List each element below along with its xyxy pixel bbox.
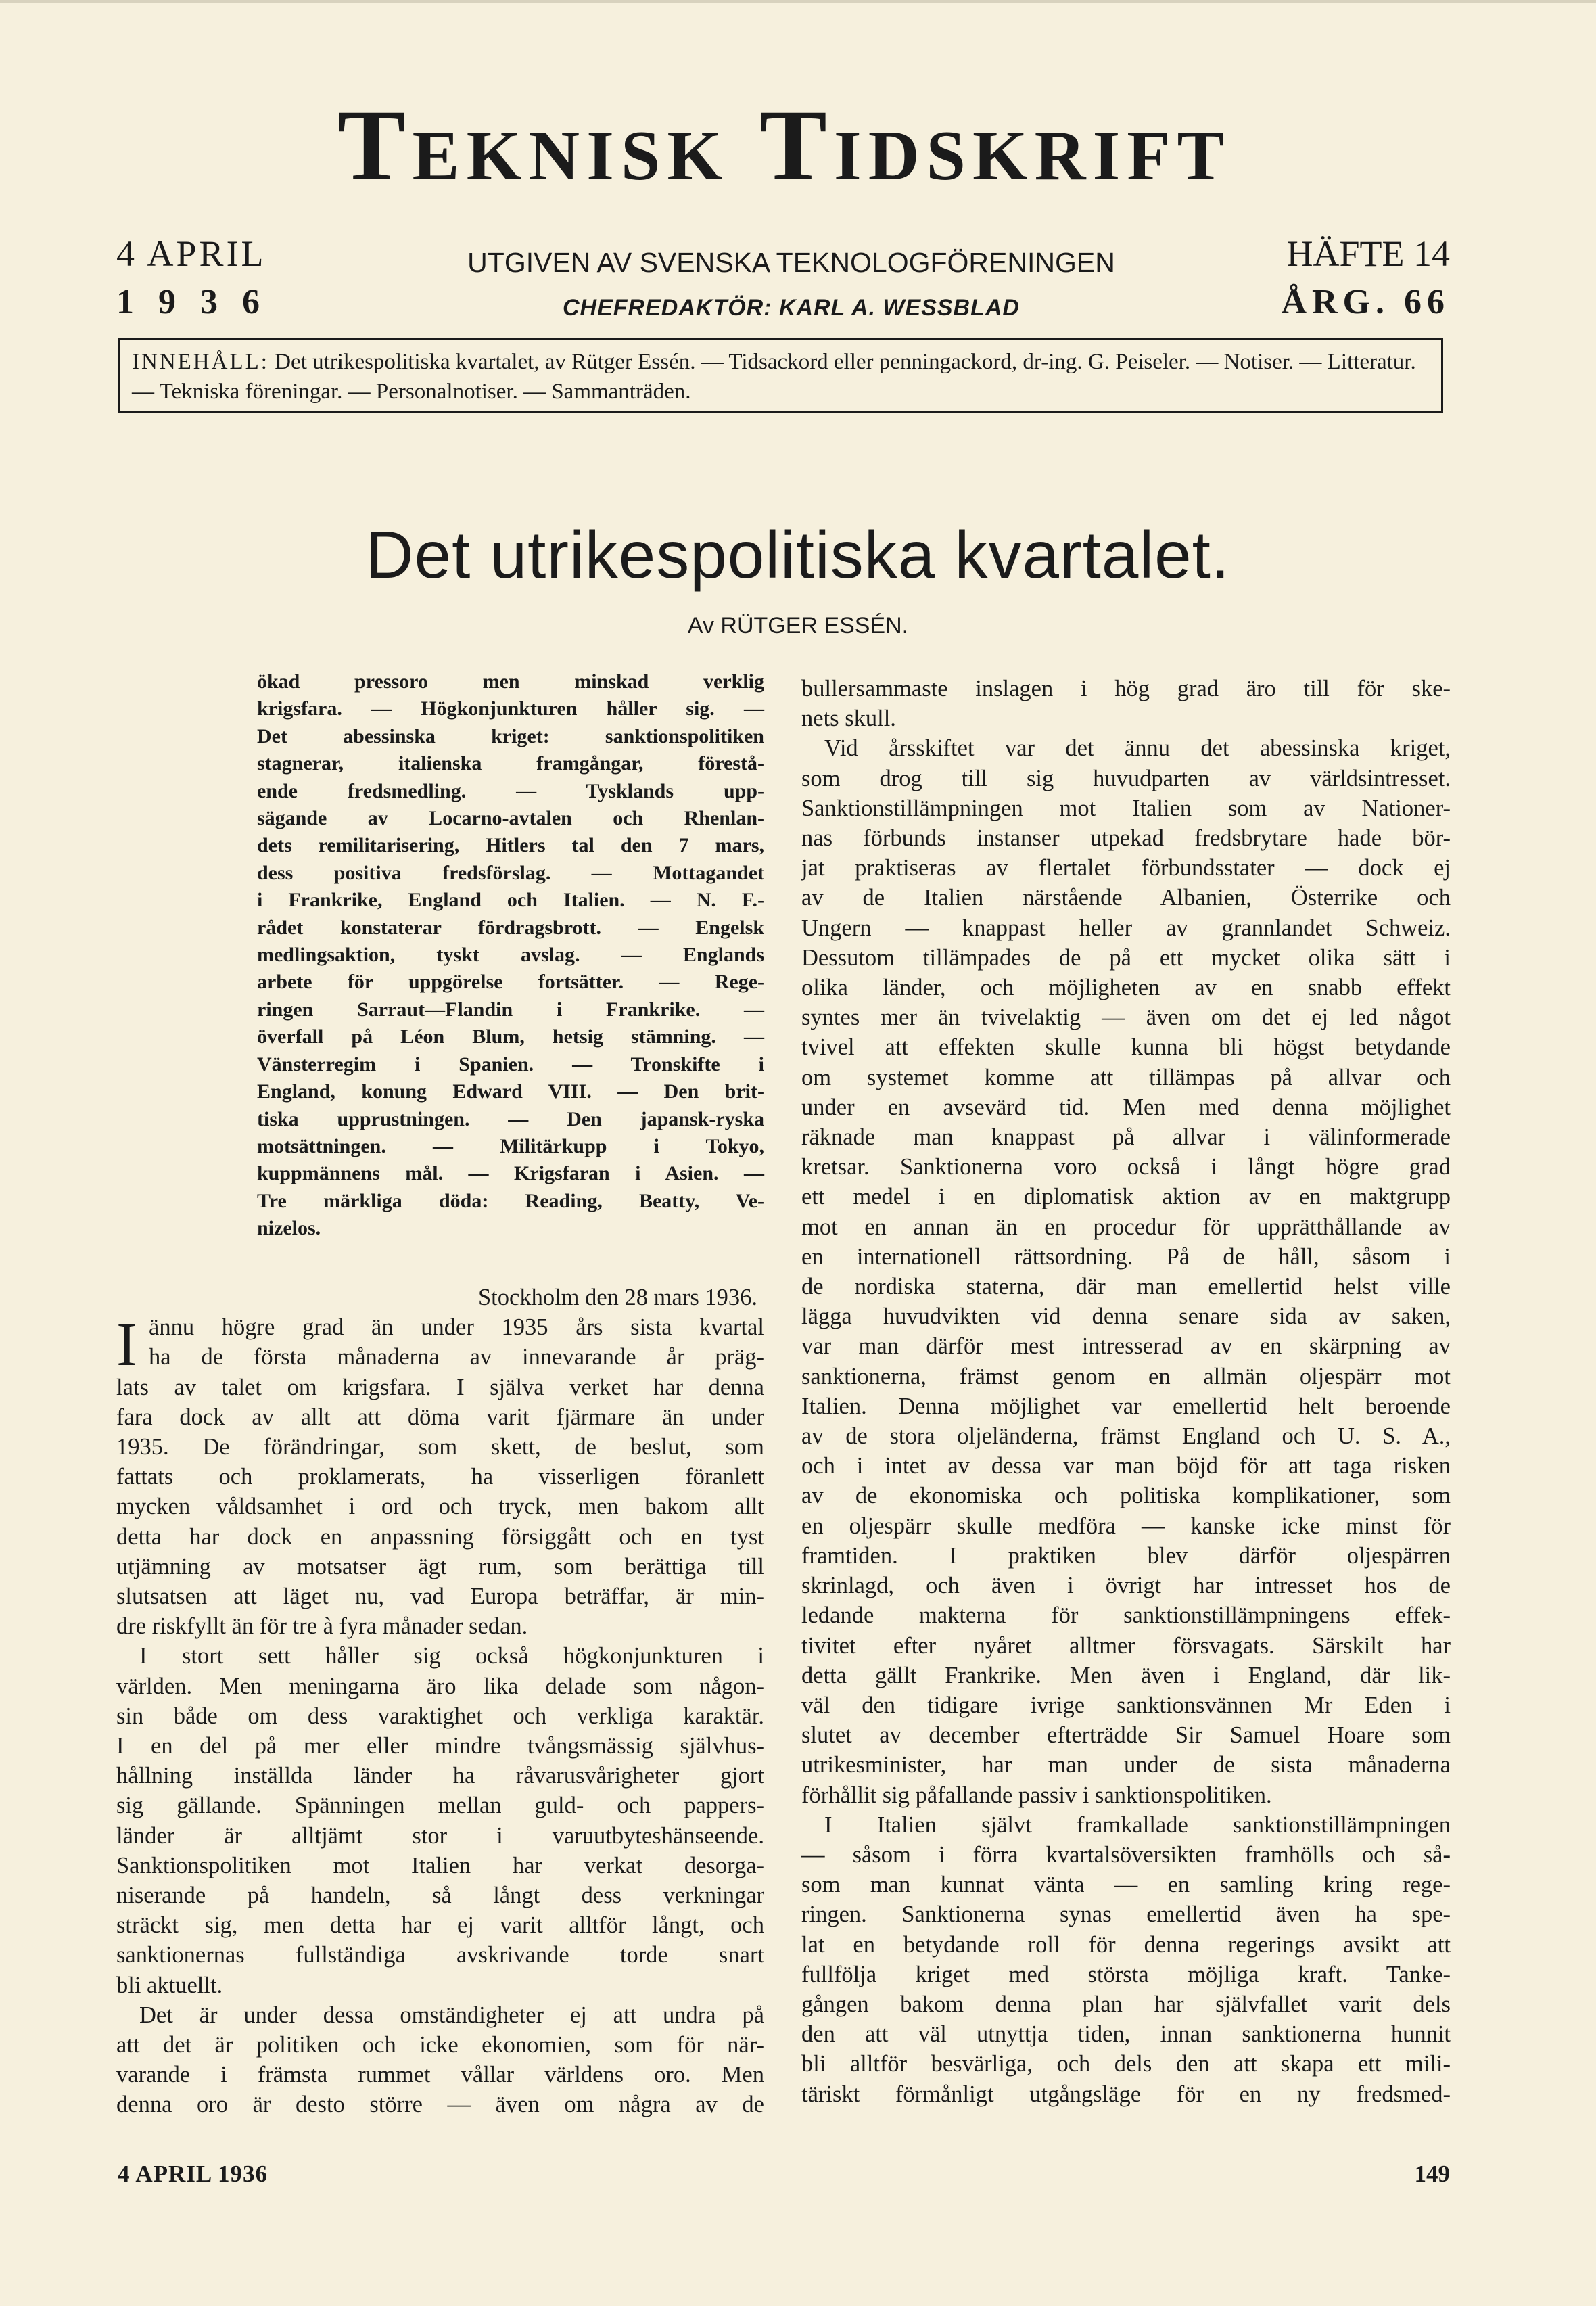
masthead-title: Teknisk Tidskrift	[337, 89, 1231, 202]
header-volume: ÅRG. 66	[1281, 283, 1450, 321]
body-line: sanktionerna, främst genom en allmän oljespärr mot	[801, 1363, 1451, 1389]
summary-line: krigsfara. — Högkonjunkturen håller sig. —	[257, 697, 764, 720]
body-line: gången bakom denna plan har självfallet varit dels	[801, 1991, 1451, 2017]
body-line: utrikesminister, har man under de sista månaderna	[801, 1752, 1451, 1778]
summary-line: tiska upprustningen. — Den japansk-ryska	[257, 1107, 764, 1130]
summary-line: sägande av Locarno-avtalen och Rhenlan-	[257, 807, 764, 830]
summary-line: England, konung Edward VIII. — Den brit-	[257, 1080, 764, 1103]
summary-line: motsättningen. — Militärkupp i Tokyo,	[257, 1134, 764, 1157]
summary-line: överfall på Léon Blum, hetsig stämning. —	[257, 1025, 764, 1048]
body-line: lats av talet om krigsfara. I själva verket har denna	[116, 1374, 764, 1400]
body-line: ett medel i en diplomatisk aktion av en maktgrupp	[801, 1184, 1451, 1210]
body-line: som drog till sig huvudparten av världsintresset.	[801, 765, 1451, 791]
body-line: jat praktiseras av flertalet förbundsstater — dock ej	[801, 855, 1451, 881]
header-editor: CHEFREDAKTÖR: KARL A. WESSBLAD	[563, 295, 1020, 321]
article-title: Det utrikespolitiska kvartalet.	[365, 517, 1231, 592]
body-line: fattats och proklamerats, ha visserligen föranlett	[116, 1464, 764, 1490]
body-line: sin både om dess varaktighet och verkliga karaktär.	[116, 1703, 764, 1729]
body-line: sig gällande. Spänningen mellan guld- och pappers-	[116, 1793, 764, 1819]
body-line: och i intet av dessa var man böjd för att taga risken	[801, 1453, 1451, 1479]
body-line: I Italien självt framkallade sanktionstillämpningen	[824, 1812, 1451, 1838]
body-line: av de stora oljeländerna, främst England och U. S. A.,	[801, 1423, 1451, 1450]
summary-line: i Frankrike, England och Italien. — N. F.-	[257, 889, 764, 912]
body-line: av de ekonomiska och politiska komplikationer, som	[801, 1483, 1451, 1509]
body-line: ringen. Sanktionerna synas emellertid även ha spe-	[801, 1901, 1451, 1928]
summary-line: stagnerar, italienska framgångar, förestå-	[257, 752, 764, 775]
summary-line: ende fredsmedling. — Tysklands upp-	[257, 779, 764, 802]
body-line: Dessutom tillämpades de på ett mycket olika sätt i	[801, 944, 1451, 971]
header-publisher-block	[379, 244, 1204, 325]
body-line: de nordiska staterna, där man emellertid helst ville	[801, 1274, 1451, 1300]
body-line: utjämning av motsatser ägt rum, som berättiga till	[116, 1553, 764, 1579]
summary-line: Vänsterregim i Spanien. — Tronskifte i	[257, 1053, 764, 1076]
body-line: länder är alltjämt stor i varuutbyteshänseende.	[116, 1822, 764, 1849]
place-date-line: Stockholm den 28 mars 1936.	[477, 1285, 757, 1310]
body-line: framtiden. I praktiken blev därför oljespärren	[801, 1542, 1451, 1569]
summary-line: rådet konstaterar fördragsbrott. — Engelsk	[257, 916, 764, 939]
body-line: nas förbunds instanser utpekad fredsbrytare hade bör-	[801, 825, 1451, 852]
header-publisher: UTGIVEN AV SVENSKA TEKNOLOGFÖRENINGEN	[467, 247, 1115, 278]
body-line: slutsatsen att läget nu, vad Europa beträffar, är min-	[116, 1584, 764, 1610]
header-year: 1936	[116, 283, 284, 321]
summary-line: dess positiva fredsförslag. — Mottagandet	[257, 861, 764, 884]
summary-line: Tre märkliga döda: Reading, Beatty, Ve-	[257, 1189, 764, 1212]
body-line: I en del på mer eller mindre tvångsmässig självhus-	[116, 1733, 764, 1759]
contents-text: Det utrikespolitiska kvartalet, av Rütger Essén. — Tidsackord eller penningackord, dr-ing. G. Peiseler. — Notiser. — Litteratur. — Tekniska föreningar. — Personalnotiser. — Sammanträden.	[132, 350, 1416, 404]
body-line: fullfölja kriget med största möjliga kraft. Tanke-	[801, 1961, 1451, 1987]
article-summary	[257, 668, 764, 1243]
body-line: lägga huvudvikten vid denna senare sida av saken,	[801, 1304, 1451, 1330]
body-line: syntes mer än tvivelaktig — även om det ej led något	[801, 1005, 1451, 1031]
body-line: var man därför mest intresserad av en skärpning av	[801, 1333, 1451, 1360]
body-line: kretsar. Sanktionerna voro också i långt högre grad	[801, 1154, 1451, 1180]
body-line: I stort sett håller sig också högkonjunkturen i	[139, 1643, 764, 1669]
body-line: väl den tidigare ivrige sanktionsvännen Mr Eden i	[801, 1692, 1451, 1718]
body-line: detta gällt Frankrike. Men även i England, där lik-	[801, 1662, 1451, 1688]
body-line: niserande på handeln, så långt dess verkningar	[116, 1883, 764, 1909]
body-line: 1935. De förändringar, som skett, de beslut, som	[116, 1434, 764, 1460]
body-line: skrinlagd, och även i övrigt har intresset hos de	[801, 1573, 1451, 1599]
body-line: bullersammaste inslagen i hög grad äro till för ske-	[801, 676, 1451, 701]
body-line: om systemet komme att tillämpas på allvar och	[801, 1064, 1451, 1090]
summary-line: Det abessinska kriget: sanktionspolitiken	[257, 724, 764, 747]
summary-line: kuppmännens mål. — Krigsfaran i Asien. —	[257, 1162, 764, 1185]
summary-line: nizelos.	[257, 1217, 321, 1240]
body-line: tvivel att effekten skulle kunna bli högst betydande	[801, 1034, 1451, 1061]
footer-date: 4 APRIL 1936	[118, 2161, 268, 2187]
body-line: hållning inställda länder ha råvarusvårigheter gjort	[116, 1763, 764, 1789]
body-line: världen. Men meningarna äro lika delade som någon-	[116, 1673, 764, 1699]
contents-box	[118, 338, 1443, 413]
body-line: Italien. Denna möjlighet var emellertid helt beroende	[801, 1393, 1451, 1419]
body-line: Sanktionspolitiken mot Italien har verkat desorga-	[116, 1852, 764, 1878]
footer-page-number: 149	[1414, 2161, 1450, 2187]
summary-line: dets remilitarisering, Hitlers tal den 7 mars,	[257, 834, 764, 857]
body-line: en oljespärr skulle medföra — kanske icke minst för	[801, 1513, 1451, 1539]
body-line: bli aktuellt.	[116, 1972, 223, 1998]
dropcap-paragraph	[116, 1312, 764, 2119]
summary-line: ökad pressoro men minskad verklig	[257, 670, 764, 693]
body-line: Det är under dessa omständigheter ej att undra på	[139, 2002, 764, 2028]
top-edge-rule	[0, 0, 1596, 3]
body-line: ännu högre grad än under 1935 års sista kvartal	[149, 1314, 764, 1341]
body-line: denna oro är desto större — även om några av de	[116, 2092, 764, 2118]
body-line: förhållit sig påfallande passiv i sanktionspolitiken.	[801, 1782, 1272, 1808]
header-issue-block	[1281, 231, 1450, 325]
header-date: 4 APRIL	[116, 233, 266, 274]
body-line: slutet av december efterträdde Sir Samuel Hoare som	[801, 1722, 1451, 1749]
article-byline: Av RÜTGER ESSÉN.	[687, 613, 909, 639]
article-column-right	[801, 674, 1451, 2109]
body-line: Ungern — knappast heller av grannlandet Schweiz.	[801, 915, 1451, 941]
body-line: fara dock av allt att döma varit fjärmare än under	[116, 1404, 764, 1430]
body-line: av de Italien närstående Albanien, Österrike och	[801, 885, 1451, 911]
body-line: mycken våldsamhet i ord och tryck, men bakom allt	[116, 1494, 764, 1520]
body-line: att det är politiken och icke ekonomien, som för när-	[116, 2032, 764, 2058]
body-line: sträckt sig, men detta har ej varit alltför långt, och	[116, 1912, 764, 1939]
body-line: tivitet efter nyåret alltmer försvagats. Särskilt har	[801, 1632, 1451, 1659]
body-line: under en avsevärd tid. Men med denna möjlighet	[801, 1094, 1451, 1120]
body-line: bli alltför besvärliga, och dels den att skapa ett mili-	[801, 2051, 1451, 2077]
dropcap-letter: I	[116, 1310, 137, 1379]
body-line: som man kunnat vänta — en samling kring rege-	[801, 1872, 1451, 1898]
body-line: — såsom i förra kvartalsöversikten framhölls och så-	[801, 1841, 1451, 1868]
body-line: olika länder, och möjligheten av en snabb effekt	[801, 975, 1451, 1001]
header-date-block	[116, 231, 284, 325]
body-line: mot en annan än en procedur för upprätthållande av	[801, 1214, 1451, 1240]
summary-line: arbete för uppgörelse fortsätter. — Rege-	[257, 971, 764, 994]
body-line: den att väl utnyttja tiden, innan sanktionerna hunnit	[801, 2021, 1451, 2048]
contents-label: INNEHÅLL:	[132, 350, 269, 374]
body-line: dre riskfyllt än för tre à fyra månader sedan.	[116, 1613, 528, 1640]
body-line: nets skull.	[801, 706, 896, 732]
summary-line: ringen Sarraut—Flandin i Frankrike. —	[257, 998, 764, 1021]
body-line: täriskt förmånligt utgångsläge för en ny fredsmed-	[801, 2081, 1451, 2107]
body-line: detta har dock en anpassning försiggått och en tyst	[116, 1523, 764, 1550]
body-line: ledande makterna för sanktionstillämpningens effek-	[801, 1602, 1451, 1629]
header-issue: HÄFTE 14	[1286, 233, 1450, 274]
article-column-left	[116, 1283, 764, 2120]
body-line: varande i främsta rummet vållar världens oro. Men	[116, 2062, 764, 2088]
body-line: sanktionernas fullständiga avskrivande torde snart	[116, 1942, 764, 1968]
body-line: lat en betydande roll för denna regerings avsikt att	[801, 1931, 1451, 1958]
body-line: Vid årsskiftet var det ännu det abessinska kriget,	[824, 735, 1451, 762]
summary-line: medlingsaktion, tyskt avslag. — Englands	[257, 944, 764, 967]
body-line: ha de första månaderna av innevarande år präg-	[149, 1344, 764, 1370]
body-line: räknade man knappast på allvar i välinformerade	[801, 1124, 1451, 1151]
body-line: Sanktionstillämpningen mot Italien som av Nationer-	[801, 795, 1451, 821]
body-line: en internationell rättsordning. På de håll, såsom i	[801, 1243, 1451, 1270]
